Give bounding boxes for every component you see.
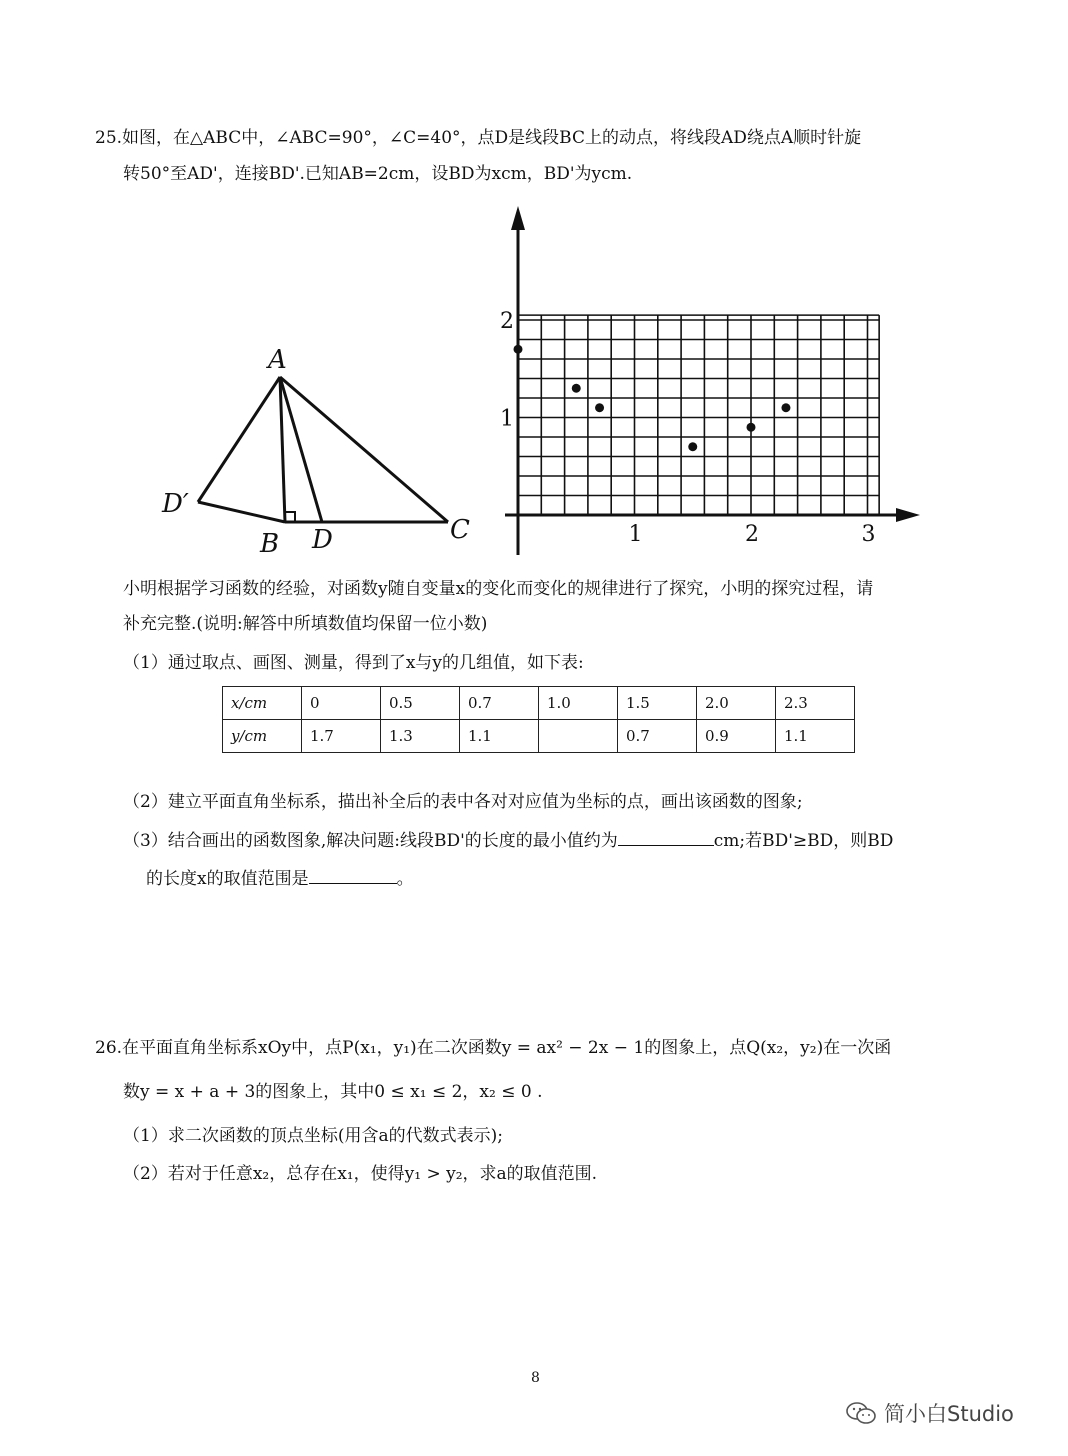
q26-line2: 数y = x + a + 3的图象上，其中0 ≤ x₁ ≤ 2，x₂ ≤ 0 . bbox=[123, 1082, 543, 1102]
q25-part1: （1）通过取点、画图、测量，得到了x与y的几组值，如下表: bbox=[123, 653, 584, 673]
table-cell: 1.1 bbox=[460, 720, 539, 753]
label-C: C bbox=[450, 515, 470, 545]
table-cell: 1.5 bbox=[618, 687, 697, 720]
data-point bbox=[595, 403, 604, 412]
table-cell: 2.3 bbox=[776, 687, 855, 720]
q25-intro-line2: 转50°至AD'，连接BD'.已知AB=2cm，设BD为xcm，BD'为ycm. bbox=[123, 164, 633, 184]
wechat-icon bbox=[846, 1402, 876, 1424]
table-cell: 2.0 bbox=[697, 687, 776, 720]
data-point bbox=[572, 384, 581, 393]
label-A: A bbox=[268, 345, 287, 375]
x-axis-arrow bbox=[896, 508, 920, 522]
watermark bbox=[846, 1398, 1014, 1428]
table-cell: 1.0 bbox=[539, 687, 618, 720]
q26-part2: （2）若对于任意x₂，总存在x₁，使得y₁ > y₂，求a的取值范围. bbox=[123, 1164, 598, 1184]
label-D-prime: D′ bbox=[162, 489, 189, 519]
y-tick-label: 1 bbox=[500, 406, 514, 432]
q25-explore-line2: 补充完整.(说明:解答中所填数值均保留一位小数) bbox=[123, 614, 488, 634]
xy-table bbox=[222, 686, 855, 753]
page-number: 8 bbox=[531, 1370, 540, 1386]
q25-part3-text-a: （3）结合画出的函数图象,解决问题:线段BD'的长度的最小值约为 bbox=[123, 831, 618, 851]
x-tick-label: 3 bbox=[861, 522, 876, 547]
table-cell-blank[interactable] bbox=[539, 720, 618, 753]
y-tick-label: 2 bbox=[500, 309, 514, 334]
data-point bbox=[747, 423, 756, 432]
q25-intro-line1: 25.如图，在△ABC中，∠ABC=90°，∠C=40°，点D是线段BC上的动点，将线段AD绕点A顺时针旋 bbox=[95, 128, 862, 148]
q25-part2: （2）建立平面直角坐标系，描出补全后的表中各对对应值为坐标的点，画出该函数的图象; bbox=[123, 792, 803, 812]
table-cell: 0.9 bbox=[697, 720, 776, 753]
answer-blank-min-length[interactable] bbox=[618, 827, 714, 846]
table-cell: 0.7 bbox=[618, 720, 697, 753]
table-cell: 1.7 bbox=[302, 720, 381, 753]
q25-part3-text-d: 。 bbox=[396, 869, 414, 889]
label-B: B bbox=[260, 529, 280, 559]
table-cell: 0 bbox=[302, 687, 381, 720]
segment-D-prime-B bbox=[198, 502, 285, 522]
coordinate-grid bbox=[490, 200, 930, 570]
table-row-y bbox=[223, 720, 855, 753]
table-header-x: x/cm bbox=[223, 687, 302, 720]
table-cell: 1.1 bbox=[776, 720, 855, 753]
data-point bbox=[514, 345, 523, 354]
y-axis-arrow bbox=[511, 206, 525, 230]
table-cell: 0.5 bbox=[381, 687, 460, 720]
table-header-y: y/cm bbox=[223, 720, 302, 753]
answer-blank-x-range[interactable] bbox=[309, 865, 397, 884]
table-cell: 0.7 bbox=[460, 687, 539, 720]
q25-explore-line1: 小明根据学习函数的经验，对函数y随自变量x的变化而变化的规律进行了探究，小明的探究过程，请 bbox=[123, 579, 874, 599]
q25-part3-text-c: 的长度x的取值范围是 bbox=[146, 869, 309, 889]
table-cell: 1.3 bbox=[381, 720, 460, 753]
table-row-x bbox=[223, 687, 855, 720]
triangle-figure bbox=[150, 340, 490, 560]
x-tick-label: 1 bbox=[628, 522, 643, 547]
q25-part3-line2 bbox=[146, 865, 414, 891]
label-D: D bbox=[312, 525, 333, 555]
segment-AC bbox=[280, 377, 448, 522]
q25-part3-text-b: cm;若BD'≥BD，则BD bbox=[713, 831, 894, 851]
data-point bbox=[781, 403, 790, 412]
q26-line1: 26.在平面直角坐标系xOy中，点P(x₁，y₁)在二次函数y = ax² − 2x − 1的图象上，点Q(x₂，y₂)在一次函 bbox=[95, 1038, 892, 1058]
segment-AD bbox=[280, 377, 322, 522]
segment-AB bbox=[280, 377, 285, 522]
segment-AD-prime bbox=[198, 377, 280, 502]
q25-part3-line1 bbox=[123, 827, 893, 853]
q26-part1: （1）求二次函数的顶点坐标(用含a的代数式表示); bbox=[123, 1126, 503, 1146]
x-tick-label: 2 bbox=[745, 522, 759, 547]
watermark-text: 简小白Studio bbox=[884, 1402, 1014, 1426]
data-point bbox=[688, 442, 697, 451]
